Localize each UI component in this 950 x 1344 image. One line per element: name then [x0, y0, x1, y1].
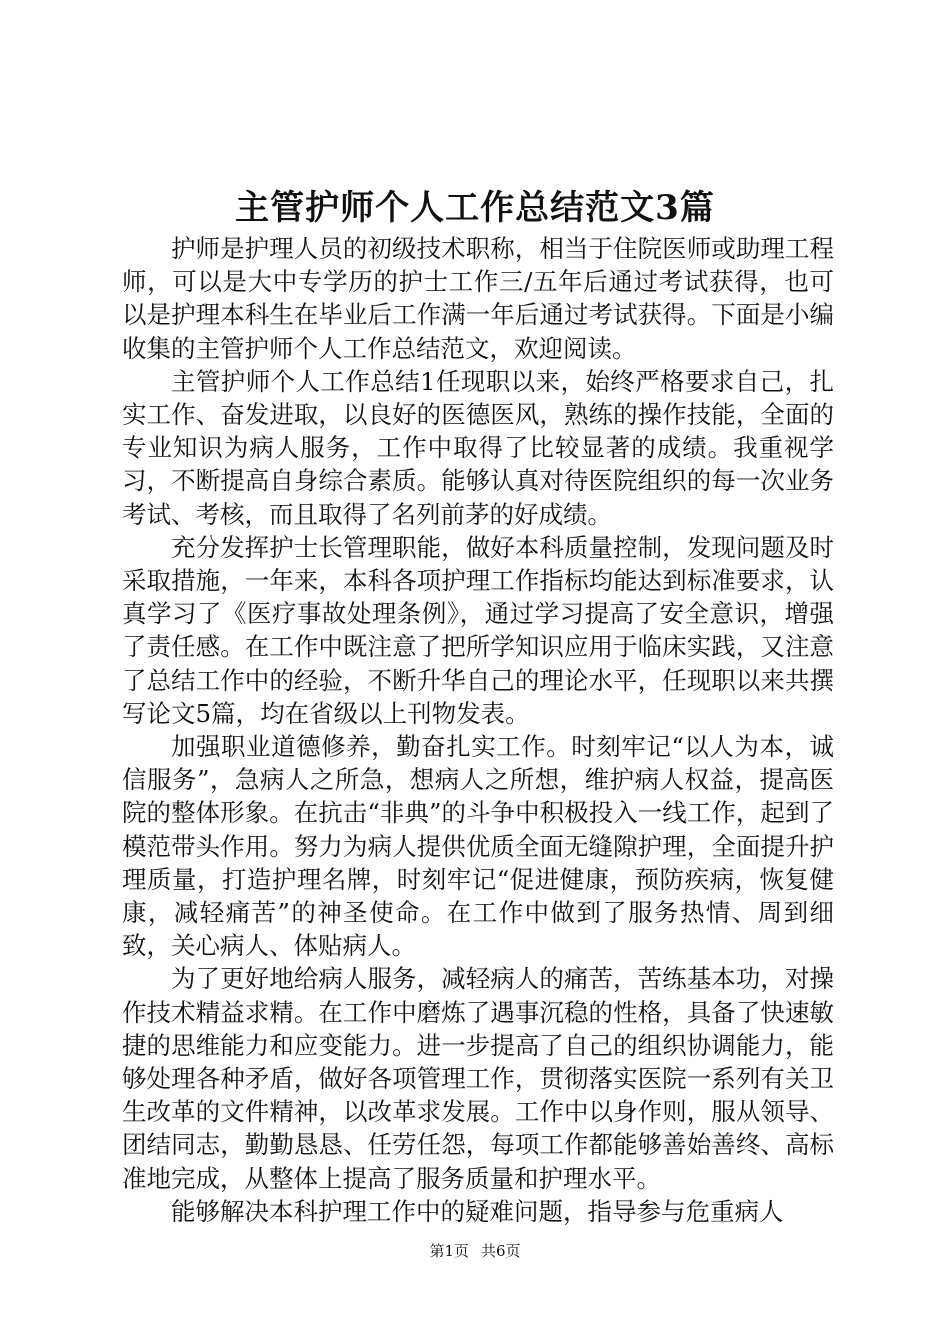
paragraph: 能够解决本科护理工作中的疑难问题，指导参与危重病人: [171, 1196, 784, 1226]
page-total: 共6页: [481, 1242, 521, 1260]
paragraph: 充分发挥护士长管理职能，做好本科质量控制，发现问题及时采取措施，一年来，本科各项护理工作指标均能达到标准要求，认真学习了《医疗事故处理条例》，通过学习提高了安全意识，增强了责任感。在工作中既注意了把所学知识应用于临床实践，又注意了总结工作中的经验，不断升华自己的理论水平，任现职以来共撰写论文5篇，均在省级以上刊物发表。: [122, 532, 834, 728]
paragraph: 护师是护理人员的初级技术职称，相当于住院医师或助理工程师，可以是大中专学历的护士工作三/五年后通过考试获得，也可以是护理本科生在毕业后工作满一年后通过考试获得。下面是小编收集的主管护师个人工作总结范文，欢迎阅读。: [122, 234, 834, 363]
page-footer: [0, 1241, 950, 1261]
document-title: 主管护师个人工作总结范文3篇: [235, 188, 715, 228]
page-number: 第1页: [429, 1242, 469, 1260]
paragraph: 为了更好地给病人服务，减轻病人的痛苦，苦练基本功，对操作技术精益求精。在工作中磨炼了遇事沉稳的性格，具备了快速敏捷的思维能力和应变能力。进一步提高了自己的组织协调能力，能够处理各种矛盾，做好各项管理工作，贯彻落实医院一系列有关卫生改革的文件精神，以改革求发展。工作中以身作则，服从领导、团结同志，勤勤恳恳、任劳任怨，每项工作都能够善始善终、高标准地完成，从整体上提高了服务质量和护理水平。: [122, 964, 834, 1193]
paragraph: 主管护师个人工作总结1任现职以来，始终严格要求自己，扎实工作、奋发进取，以良好的医德医风，熟练的操作技能，全面的专业知识为病人服务，工作中取得了比较显著的成绩。我重视学习，不断提高自身综合素质。能够认真对待医院组织的每一次业务考试、考核，而且取得了名列前茅的好成绩。: [122, 366, 834, 529]
paragraph: 加强职业道德修养，勤奋扎实工作。时刻牢记“以人为本，诚信服务”，急病人之所急，想病人之所想，维护病人权益，提高医院的整体形象。在抗击“非典”的斗争中积极投入一线工作，起到了模范带头作用。努力为病人提供优质全面无缝隙护理，全面提升护理质量，打造护理名牌，时刻牢记“促进健康，预防疾病，恢复健康，减轻痛苦”的神圣使命。在工作中做到了服务热情、周到细致，关心病人、体贴病人。: [122, 732, 834, 961]
document-body: [122, 232, 834, 1228]
